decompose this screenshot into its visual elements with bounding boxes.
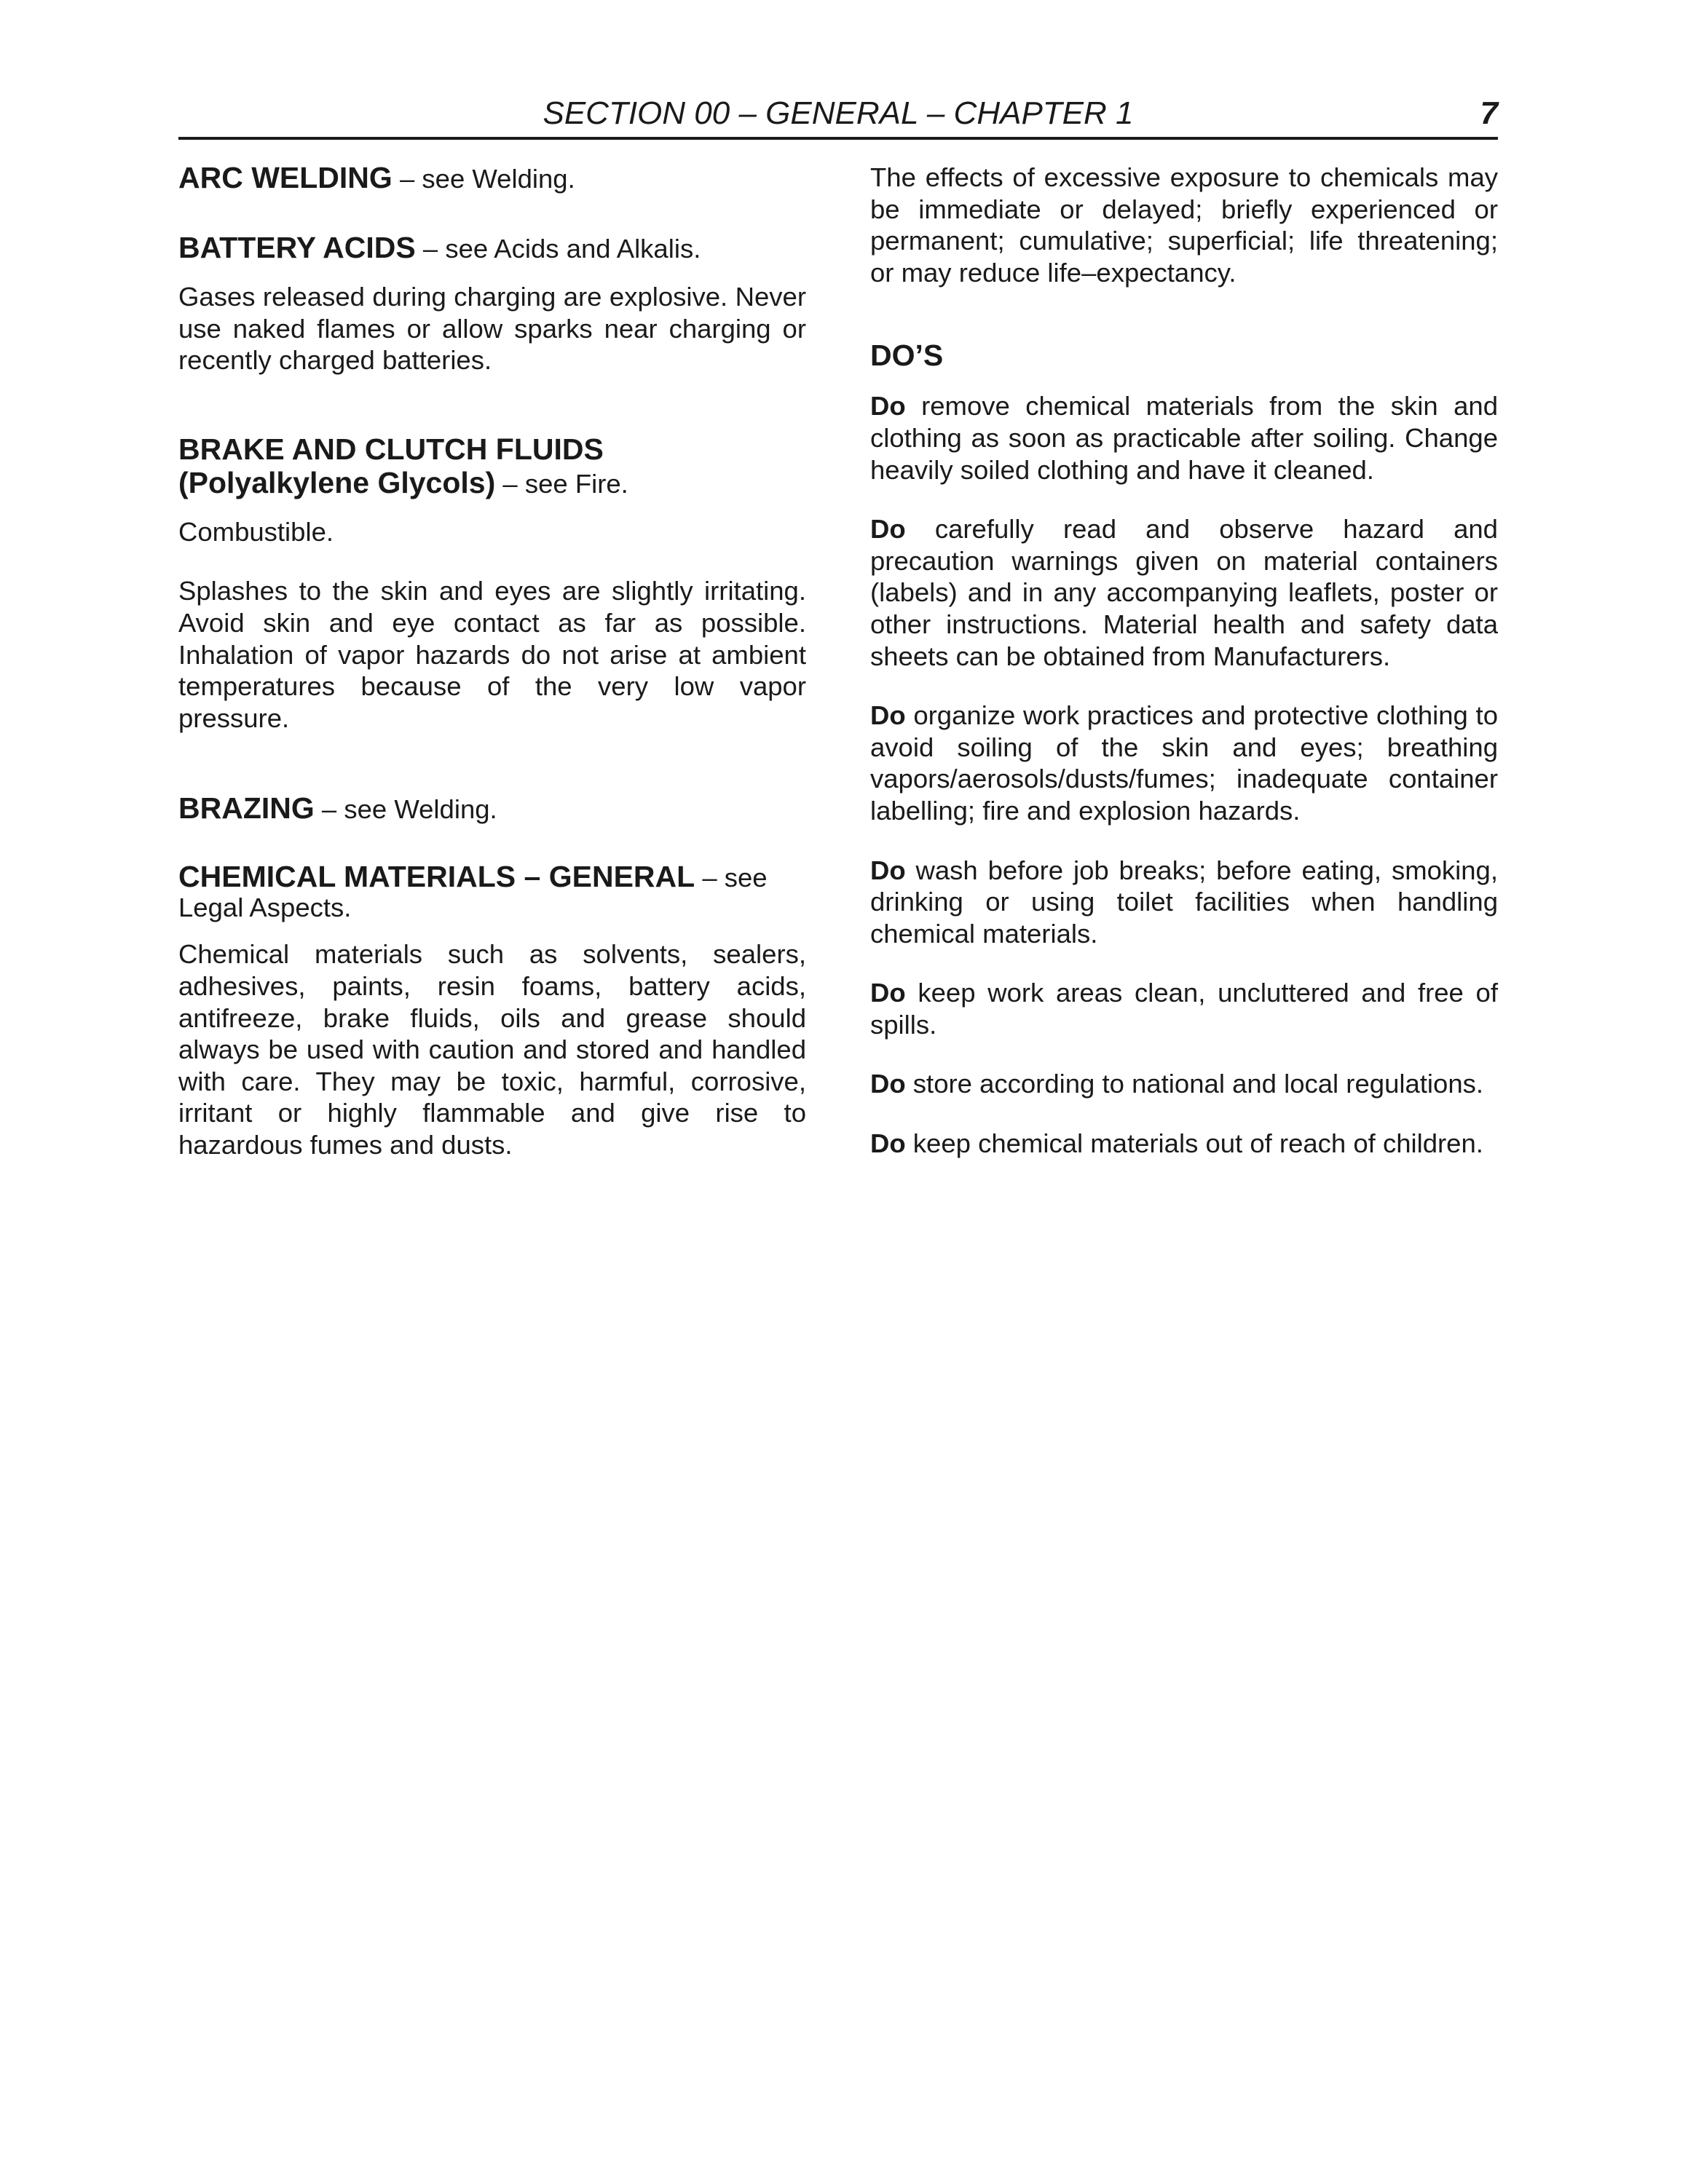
brazing-see: – see Welding. bbox=[314, 794, 497, 825]
do-text: keep chemical materials out of reach of children. bbox=[905, 1128, 1483, 1159]
do-word: Do bbox=[870, 978, 906, 1008]
do-item bbox=[870, 977, 1498, 1040]
do-item bbox=[870, 855, 1498, 950]
brake-fluids-heading bbox=[178, 433, 806, 500]
do-item bbox=[870, 700, 1498, 826]
arc-welding-title: ARC WELDING bbox=[178, 161, 393, 194]
do-word: Do bbox=[870, 855, 906, 885]
do-item bbox=[870, 513, 1498, 672]
do-item bbox=[870, 390, 1498, 486]
battery-acids-heading bbox=[178, 232, 806, 265]
do-text: remove chemical materials from the skin and clothing as soon as practicable after soiling. Change heavily soiled clothing and have it cleaned. bbox=[870, 391, 1498, 485]
dos-heading bbox=[870, 339, 1498, 373]
do-text: store according to national and local regulations. bbox=[905, 1069, 1484, 1099]
do-word: Do bbox=[870, 391, 906, 422]
do-text: carefully read and observe hazard and precaution warnings given on material containers (labels) and in any accompanying leaflets, poster or other instructions. Material health and safety data sheets can be obtained from Manufacturers. bbox=[870, 514, 1498, 671]
brazing-title: BRAZING bbox=[178, 791, 315, 826]
arc-welding-heading bbox=[178, 162, 806, 195]
page-header bbox=[178, 93, 1498, 140]
effects-paragraph: The effects of excessive exposure to chemicals may be immediate or delayed; briefly experienced or permanent; cumulative; superficial; life threatening; or may reduce life–expectancy. bbox=[870, 162, 1498, 288]
do-text: wash before job breaks; before eating, smoking, drinking or using toilet facilities when handling chemical materials. bbox=[870, 855, 1498, 949]
dos-title: DO’S bbox=[870, 339, 944, 373]
brake-fluids-combustible: Combustible. bbox=[178, 516, 334, 547]
brake-fluids-body: Splashes to the skin and eyes are slightly irritating. Avoid skin and eye contact as far as possible. Inhalation of vapor hazards do not arise at ambient temperatures because of the very low vapor pressure. bbox=[178, 576, 806, 733]
arc-welding-see: – see Welding. bbox=[392, 164, 575, 194]
brake-fluids-title-line1: BRAKE AND CLUTCH FLUIDS bbox=[178, 432, 604, 466]
do-word: Do bbox=[870, 700, 906, 731]
battery-acids-body: Gases released during charging are explosive. Never use naked flames or allow sparks near charging or recently charged batteries. bbox=[178, 282, 806, 376]
chemical-materials-title: CHEMICAL MATERIALS – GENERAL bbox=[178, 860, 695, 894]
do-text: organize work practices and protective clothing to avoid soiling of the skin and eyes; breathing vapors/aerosols/dusts/fumes; inadequate container labelling; fire and explosion hazards. bbox=[870, 700, 1498, 826]
do-item bbox=[870, 1068, 1498, 1100]
chemical-materials-see: – see Legal Aspects. bbox=[178, 863, 768, 923]
battery-acids-see: – see Acids and Alkalis. bbox=[415, 234, 701, 264]
do-text: keep work areas clean, uncluttered and free of spills. bbox=[870, 978, 1498, 1040]
section-title: SECTION 00 – GENERAL – CHAPTER 1 bbox=[543, 95, 1134, 131]
right-column bbox=[870, 162, 1498, 1160]
brake-fluids-see: – see Fire. bbox=[495, 468, 628, 499]
brazing-heading bbox=[178, 792, 806, 826]
chemical-materials-body: Chemical materials such as solvents, sealers, adhesives, paints, resin foams, battery acids, antifreeze, brake fluids, oils and grease should always be used with caution and stored and handled with care. They may be toxic, harmful, corrosive, irritant or highly flammable and give rise to hazardous fumes and dusts. bbox=[178, 939, 806, 1160]
chemical-materials-heading bbox=[178, 862, 806, 922]
brake-fluids-title-line2: (Polyalkylene Glycols) bbox=[178, 465, 496, 499]
do-word: Do bbox=[870, 514, 906, 545]
left-column bbox=[178, 162, 806, 1161]
do-word: Do bbox=[870, 1128, 906, 1159]
battery-acids-title: BATTERY ACIDS bbox=[178, 231, 416, 264]
do-word: Do bbox=[870, 1069, 906, 1099]
page-number: 7 bbox=[1480, 95, 1498, 131]
do-item bbox=[870, 1128, 1498, 1160]
